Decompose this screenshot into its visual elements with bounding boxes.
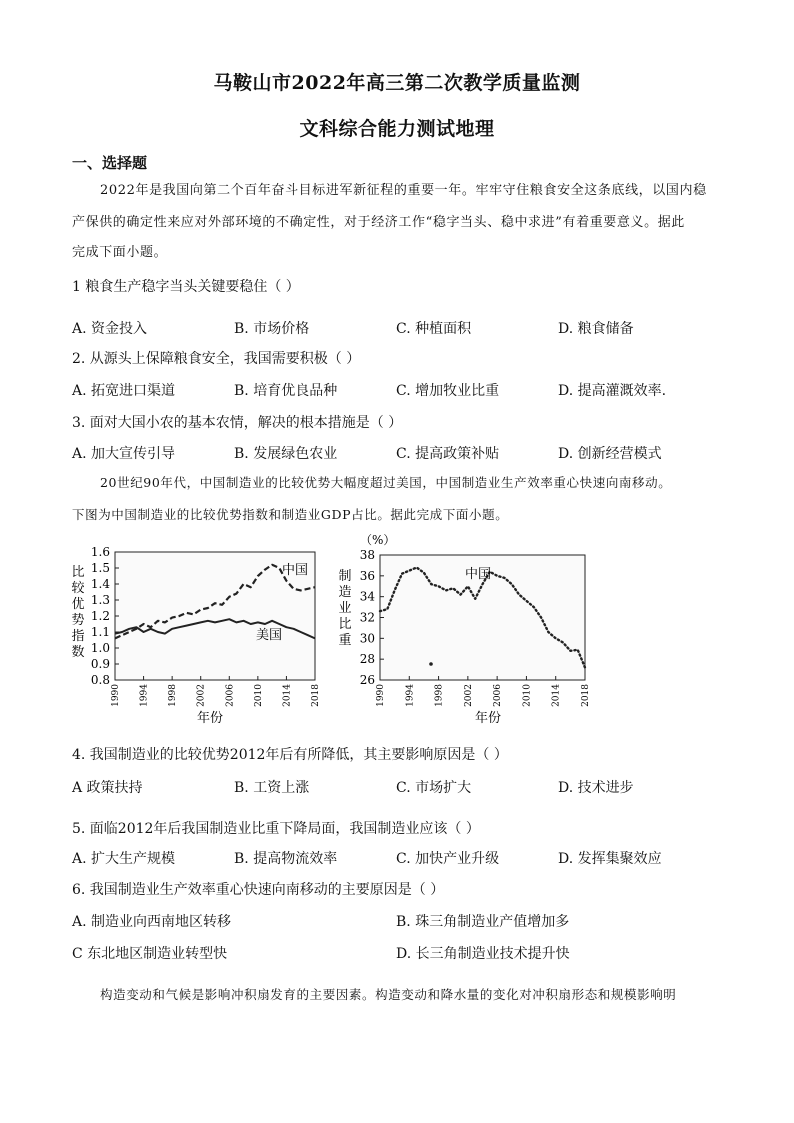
option: C. 提高政策补贴: [396, 446, 500, 462]
question-stem: 1 粮食生产稳字当头关键要稳住（ ）: [72, 279, 300, 295]
page-subtitle: 文科综合能力测试地理: [299, 118, 495, 140]
chart2-xlabel: 年份: [474, 711, 502, 726]
chart-comparative-advantage: [71, 545, 321, 726]
chart2-ylabel-char: 重: [338, 633, 352, 648]
chart2-ylabel-char: 造: [338, 585, 352, 600]
passage-line: 完成下面小题。: [72, 245, 168, 260]
x-tick-label: 1990: [376, 684, 386, 707]
option: B. 市场价格: [234, 321, 310, 337]
chart1-ylabel: [71, 565, 85, 660]
option: D. 技术进步: [558, 780, 634, 796]
chart1-ylabel-char: 指: [71, 629, 85, 644]
y-tick-label: 0.8: [90, 673, 110, 687]
x-tick-label: 2006: [493, 684, 504, 707]
passage-line: 构造变动和气候是影响冲积扇发育的主要因素。构造变动和降水量的变化对冲积扇形态和规模影响明: [100, 987, 677, 1002]
option: D. 长三角制造业技术提升快: [396, 946, 570, 962]
option: B. 工资上涨: [234, 780, 310, 796]
chart1-ylabel-char: 势: [71, 613, 85, 628]
chart1-series-label-usa: 美国: [256, 628, 283, 643]
y-tick-label: 36: [359, 568, 375, 583]
y-tick-label: 0.9: [90, 657, 110, 671]
option: C. 加快产业升级: [396, 851, 500, 867]
chart2-ylabel-char: 制: [338, 569, 352, 584]
y-tick-label: 1.3: [90, 593, 110, 607]
chart1-ylabel-char: 优: [71, 597, 85, 612]
chart1-xlabel: 年份: [196, 711, 224, 726]
chart1-ylabel-char: 比: [71, 565, 85, 580]
option: A. 扩大生产规模: [72, 851, 176, 867]
option: D. 发挥集聚效应: [558, 851, 662, 867]
chart2-ylabel-char: 比: [338, 617, 352, 632]
option: D. 粮食储备: [558, 321, 634, 337]
y-tick-label: 1.2: [90, 609, 110, 623]
chart2-ylabel-char: 业: [338, 601, 352, 616]
option: C. 种植面积: [396, 321, 472, 337]
x-tick-label: 1998: [434, 684, 445, 707]
chart-manufacturing-share: [338, 533, 591, 726]
y-tick-label: 34: [359, 589, 375, 604]
passage-line: 20世纪90年代，中国制造业的比较优势大幅度超过美国，中国制造业生产效率重心快速向南移动。: [100, 475, 672, 490]
y-tick-label: 1.0: [90, 641, 110, 655]
option: B. 提高物流效率: [234, 851, 338, 867]
option: C 东北地区制造业转型快: [72, 946, 228, 962]
option: C. 增加牧业比重: [396, 383, 500, 399]
question-stem: 6. 我国制造业生产效率重心快速向南移动的主要原因是（ ）: [72, 882, 445, 898]
question-stem: 5. 面临2012年后我国制造业比重下降局面，我国制造业应该（ ）: [72, 821, 480, 837]
option: A. 制造业向西南地区转移: [72, 914, 232, 930]
x-tick-label: 2002: [463, 684, 474, 707]
y-tick-label: 28: [359, 652, 375, 667]
option: A. 资金投入: [72, 321, 148, 337]
question-stem: 3. 面对大国小农的基本农情，解决的根本措施是（ ）: [72, 415, 403, 431]
option: D. 创新经营模式: [558, 446, 662, 462]
section-heading: 一、选择题: [72, 154, 148, 172]
x-tick-label: 1990: [111, 684, 121, 707]
y-tick-label: 32: [359, 610, 375, 625]
x-tick-label: 1998: [168, 684, 179, 707]
question-stem: 4. 我国制造业的比较优势2012年后有所降低，其主要影响原因是（ ）: [72, 747, 508, 763]
y-tick-label: 1.5: [90, 561, 110, 575]
chart1-ylabel-char: 数: [71, 645, 85, 660]
y-tick-label: 30: [359, 631, 375, 646]
y-tick-label: 38: [359, 548, 375, 562]
chart2-speck: [429, 662, 433, 666]
passage-line: 下图为中国制造业的比较优势指数和制造业GDP占比。据此完成下面小题。: [72, 507, 509, 522]
x-tick-label: 2006: [225, 684, 236, 707]
x-tick-label: 2018: [581, 684, 591, 707]
chart1-series-label-china: 中国: [282, 563, 309, 578]
option: B. 培育优良品种: [234, 383, 338, 399]
chart1-ylabel-char: 较: [71, 581, 85, 596]
option: A 政策扶持: [72, 780, 143, 796]
charts-figure: [60, 530, 600, 730]
passage-line: 产保供的确定性来应对外部环境的不确定性，对于经济工作“稳字当头、稳中求进”有着重要意义。据此: [72, 215, 685, 230]
option: B. 珠三角制造业产值增加多: [396, 914, 570, 930]
y-tick-label: 1.6: [90, 545, 110, 559]
x-tick-label: 2010: [253, 684, 264, 707]
x-tick-label: 2010: [522, 684, 533, 707]
option: B. 发展绿色农业: [234, 446, 338, 462]
x-tick-label: 2014: [282, 684, 293, 707]
chart2-ylabel: [338, 568, 351, 648]
y-tick-label: 1.4: [90, 577, 110, 591]
option: A. 拓宽进口渠道: [72, 383, 176, 399]
x-tick-label: 2014: [551, 684, 562, 707]
x-tick-label: 2018: [311, 684, 321, 707]
page-title: 马鞍山市2022年高三第二次教学质量监测: [213, 72, 581, 94]
y-tick-label: 26: [359, 673, 375, 687]
chart2-series-label-china: 中国: [465, 567, 492, 582]
x-tick-label: 2002: [196, 684, 207, 707]
option: C. 市场扩大: [396, 780, 472, 796]
chart2-unit: （%）: [360, 533, 396, 547]
question-stem: 2. 从源头上保障粮食安全，我国需要积极（ ）: [72, 351, 361, 367]
x-tick-label: 1994: [405, 684, 416, 707]
option: D. 提高灌溉效率.: [558, 383, 667, 399]
y-tick-label: 1.1: [90, 625, 110, 639]
option: A. 加大宣传引导: [72, 446, 176, 462]
passage-line: 2022年是我国向第二个百年奋斗目标进军新征程的重要一年。牢牢守住粮食安全这条底线，以国内稳: [100, 183, 707, 198]
x-tick-label: 1994: [139, 684, 150, 707]
